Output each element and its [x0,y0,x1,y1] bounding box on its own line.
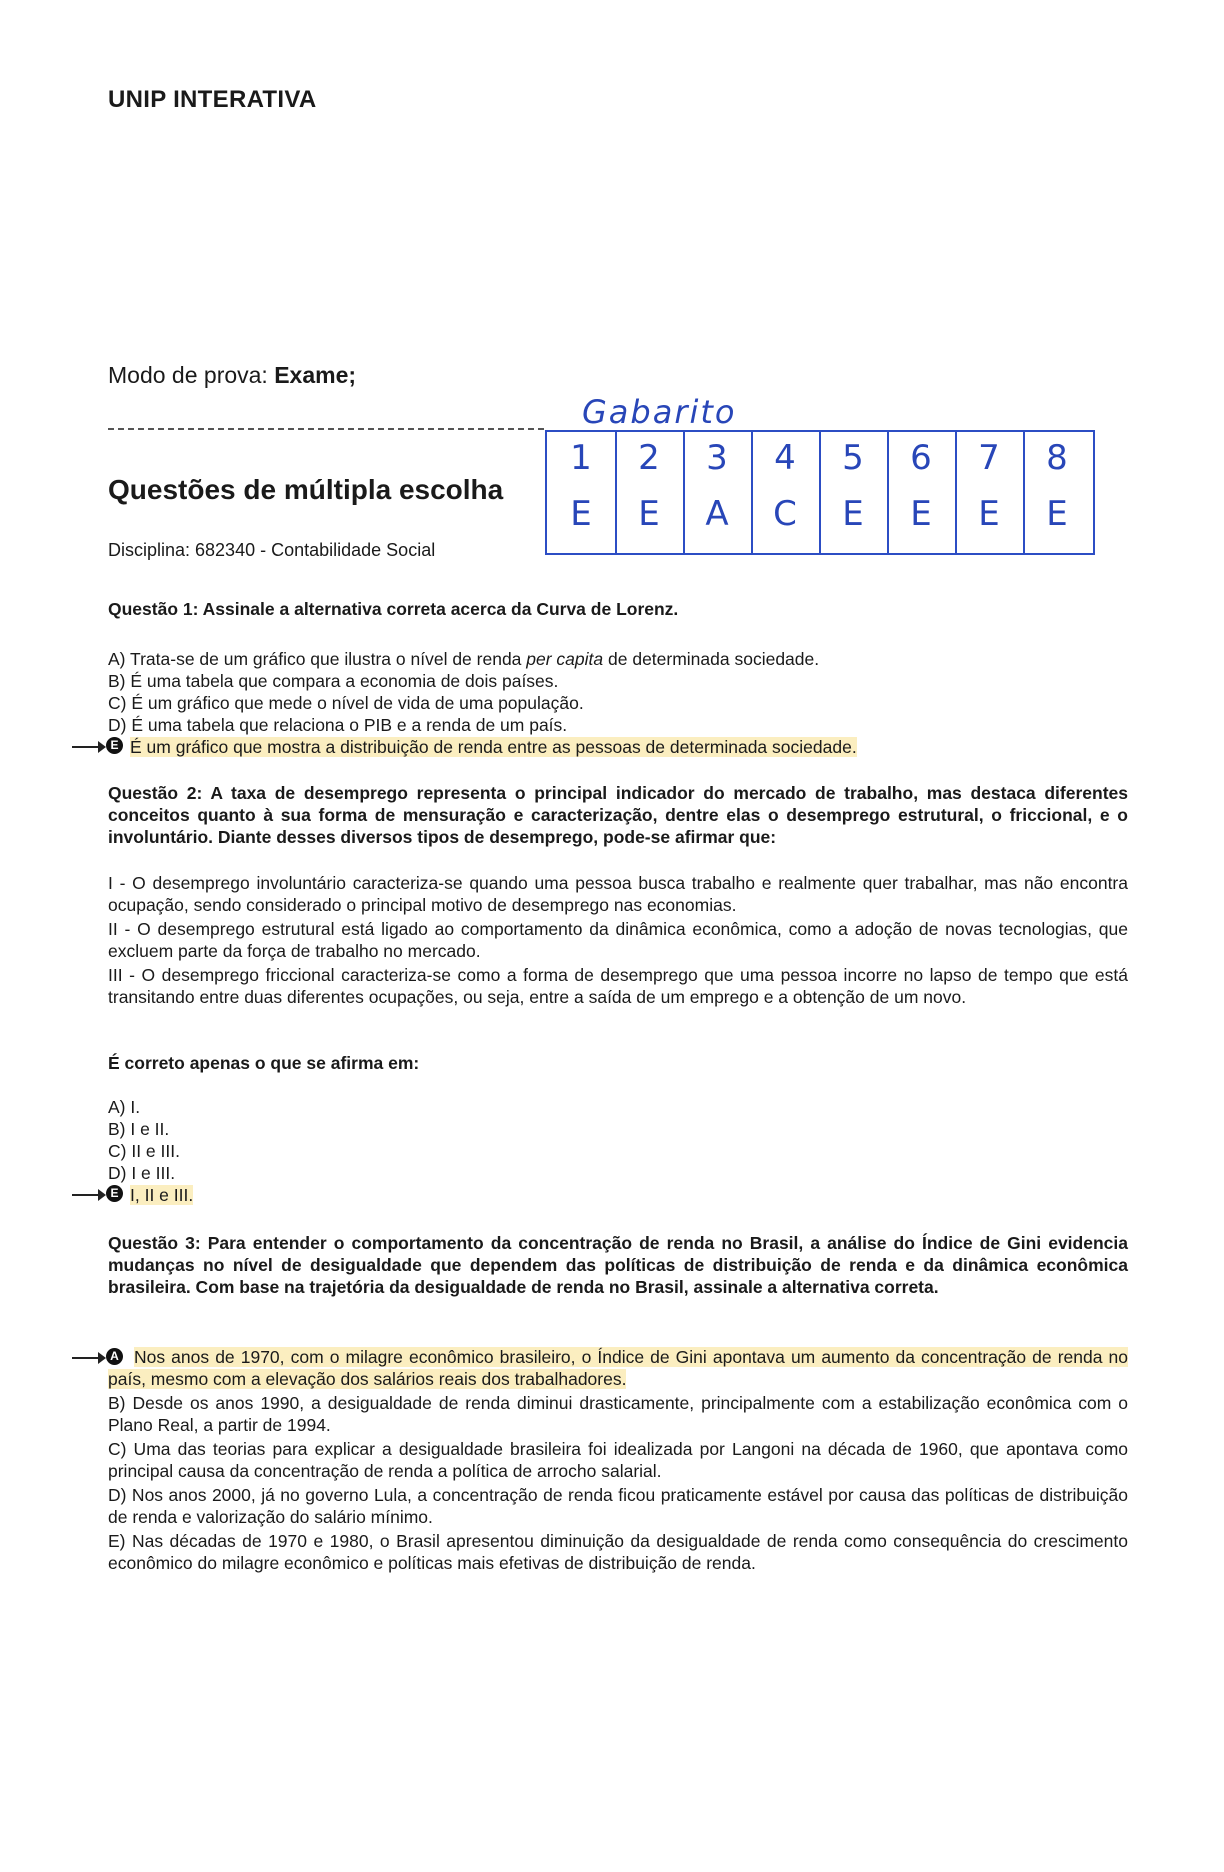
answer-key-number: 1 [570,438,592,478]
question-1-option-d: D) É uma tabela que relaciona o PIB e a renda de um país. [108,715,568,735]
highlighted-answer: Nos anos de 1970, com o milagre econômico brasileiro, o Índice de Gini apontava um aumento da concentração de renda no país, mesmo com a elevação dos salários reais dos trabalhadores. [108,1347,1128,1389]
page-header-title: UNIP INTERATIVA [108,86,317,113]
exam-mode-value: Exame; [274,362,357,388]
question-2-option-e [130,1184,193,1206]
selected-marker-icon: A [106,1348,123,1365]
exam-mode-label: Modo de prova: [108,362,268,388]
section-title: Questões de múltipla escolha [108,474,504,505]
question-2-option-c: C) II e III. [108,1141,180,1161]
answer-key-number: 8 [1046,438,1068,478]
answer-key-table [545,430,1095,555]
question-3-option-b: B) Desde os anos 1990, a desigualdade de renda diminui drasticamente, principalmente com a estabilização econômica com o Plano Real, a partir de 1994. [108,1393,1128,1435]
answer-key-answer: E [842,494,864,534]
answer-key-answer: C [773,494,797,534]
question-2-statement-1: I - O desemprego involuntário caracteriza-se quando uma pessoa busca trabalho e realmente quer trabalhar, mas não encontra ocupação, sendo considerado o principal motivo de desemprego nas economias. [108,873,1128,915]
answer-key-number: 7 [978,438,1000,478]
answer-key-answer: A [705,494,729,534]
question-1-title: Questão 1: Assinale a alternativa correta acerca da Curva de Lorenz. [108,599,679,619]
question-2-title: Questão 2: A taxa de desemprego representa o principal indicador do mercado de trabalho, mas destaca diferentes conceitos quanto à sua forma de mensuração e caracterização, dentre elas o desemprego estrutural, o friccional, e o involuntário. Diante desses diversos tipos de desemprego, pode-se afirmar que: [108,783,1128,847]
answer-key-number: 2 [638,438,660,478]
question-1-option-c: C) É um gráfico que mede o nível de vida de uma população. [108,693,584,713]
discipline-label: Disciplina: 682340 - Contabilidade Social [108,540,436,560]
answer-key-answer: E [978,494,1000,534]
answer-key-number: 4 [774,438,796,478]
question-3-option-e: E) Nas décadas de 1970 e 1980, o Brasil apresentou diminuição da desigualdade de renda como consequência do crescimento econômico do milagre econômico e políticas mais efetivas de distribuição de renda. [108,1531,1128,1573]
arrow-icon [72,746,102,748]
arrow-icon [72,1194,102,1196]
question-2-statement-3: III - O desemprego friccional caracteriza-se como a forma de desemprego que uma pessoa incorre no lapso de tempo que está transitando entre duas diferentes ocupações, ou seja, entre a saída de um emprego e a obtenção de um novo. [108,965,1128,1007]
highlighted-answer: É um gráfico que mostra a distribuição de renda entre as pessoas de determinada sociedade. [130,737,857,757]
question-1-option-b: B) É uma tabela que compara a economia de dois países. [108,671,559,691]
answer-key-answer: E [1046,494,1068,534]
question-3-option-d: D) Nos anos 2000, já no governo Lula, a concentração de renda ficou praticamente estável por causa das políticas de distribuição de renda e valorização do salário mínimo. [108,1485,1128,1527]
answer-key-answer: E [910,494,932,534]
question-2-option-b: B) I e II. [108,1119,170,1139]
option-italic: per capita [526,649,604,669]
answer-key-answer: E [638,494,660,534]
highlighted-answer: I, II e III. [130,1185,194,1205]
question-2-option-a: A) I. [108,1097,141,1117]
answer-key-number: 3 [706,438,728,478]
exam-mode [108,362,356,389]
question-3-option-c: C) Uma das teorias para explicar a desigualdade brasileira foi idealizada por Langoni na década de 1960, que apontava como principal causa da concentração de renda a política de arrocho salarial. [108,1439,1128,1481]
dashed-divider [108,428,544,430]
question-2-prompt: É correto apenas o que se afirma em: [108,1053,420,1073]
answer-key-number: 5 [842,438,864,478]
question-2-option-d: D) I e III. [108,1163,176,1183]
arrow-icon [72,1357,102,1359]
answer-key-answer: E [570,494,592,534]
question-3-option-a [108,1346,1128,1390]
question-1-option-e [130,736,857,758]
option-text: A) Trata-se de um gráfico que ilustra o nível de renda [108,649,527,669]
question-1-option-a [108,648,1128,670]
selected-marker-icon: E [106,737,123,754]
question-3-title: Questão 3: Para entender o comportamento da concentração de renda no Brasil, a análise do Índice de Gini evidencia mudanças no nível de desigualdade que dependem das políticas de distribuição de renda e da dinâmica econômica brasileira. Com base na trajetória da desigualdade de renda no Brasil, assinale a alternativa correta. [108,1233,1128,1297]
selected-marker-icon: E [106,1185,123,1202]
answer-key-title: Gabarito [582,393,737,431]
question-2-statement-2: II - O desemprego estrutural está ligado ao comportamento da dinâmica econômica, como a adoção de novas tecnologias, que excluem parte da força de trabalho no mercado. [108,919,1128,961]
answer-key-number: 6 [910,438,932,478]
option-text: de determinada sociedade. [603,649,820,669]
